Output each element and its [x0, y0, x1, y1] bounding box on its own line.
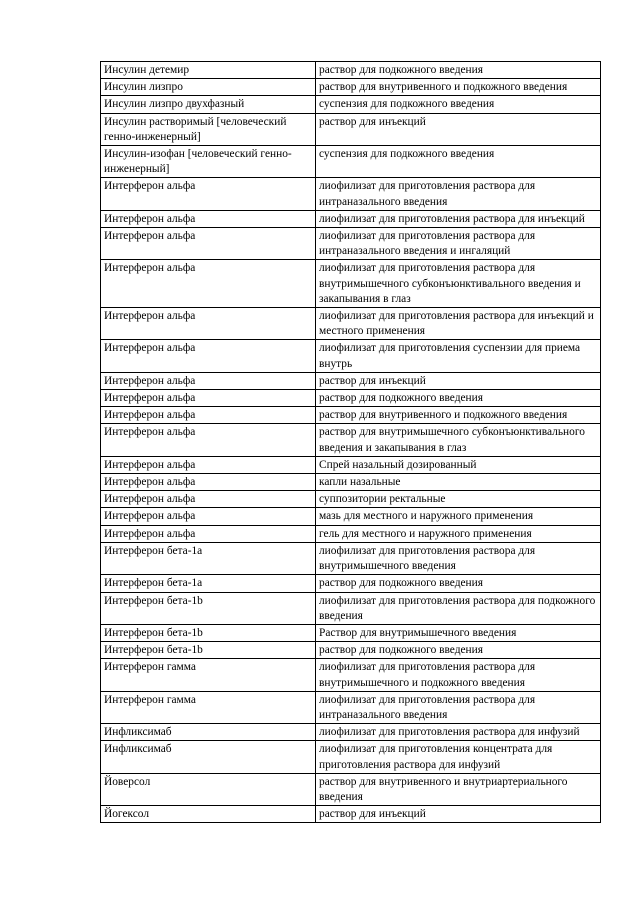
dosage-form-cell: лиофилизат для приготовления раствора для внутримышечного субконъюнктивального введения и закапывания в глаз — [316, 260, 601, 308]
table-row — [101, 474, 601, 491]
dosage-form-cell: лиофилизат для приготовления раствора для интраназального введения — [316, 178, 601, 210]
drug-name-cell: Интерферон гамма — [101, 659, 316, 691]
dosage-form-cell: раствор для подкожного введения — [316, 642, 601, 659]
dosage-form-cell: раствор для подкожного введения — [316, 575, 601, 592]
table-row — [101, 113, 601, 145]
table-row — [101, 525, 601, 542]
drug-name-cell: Инфликсимаб — [101, 741, 316, 773]
drug-name-cell: Инсулин растворимый [человеческий генно-инженерный] — [101, 113, 316, 145]
drug-name-cell: Интерферон бета-1b — [101, 642, 316, 659]
drug-name-cell: Инсулин детемир — [101, 62, 316, 79]
table-row — [101, 542, 601, 574]
dosage-form-cell: раствор для инъекций — [316, 806, 601, 823]
dosage-form-cell: лиофилизат для приготовления раствора для инфузий — [316, 724, 601, 741]
table-row — [101, 691, 601, 723]
drug-name-cell: Интерферон бета-1b — [101, 624, 316, 641]
drug-name-cell: Интерферон бета-1b — [101, 592, 316, 624]
drug-name-cell: Интерферон альфа — [101, 474, 316, 491]
dosage-form-cell: раствор для инъекций — [316, 372, 601, 389]
drug-name-cell: Интерферон гамма — [101, 691, 316, 723]
drug-name-cell: Интерферон альфа — [101, 210, 316, 227]
dosage-form-cell: раствор для внутривенного и внутриартериального введения — [316, 773, 601, 805]
table-row — [101, 372, 601, 389]
dosage-form-cell: раствор для внутримышечного субконъюнктивального введения и закапывания в глаз — [316, 424, 601, 456]
dosage-form-cell: Раствор для внутримышечного введения — [316, 624, 601, 641]
drug-name-cell: Интерферон альфа — [101, 491, 316, 508]
drug-name-cell: Интерферон альфа — [101, 340, 316, 372]
dosage-form-cell: лиофилизат для приготовления раствора для интраназального введения — [316, 691, 601, 723]
dosage-form-cell: Спрей назальный дозированный — [316, 456, 601, 473]
dosage-form-cell: суспензия для подкожного введения — [316, 146, 601, 178]
table-row — [101, 773, 601, 805]
table-row — [101, 424, 601, 456]
drug-name-cell: Йоверсол — [101, 773, 316, 805]
table-row — [101, 624, 601, 641]
dosage-form-cell: мазь для местного и наружного применения — [316, 508, 601, 525]
dosage-form-cell: капли назальные — [316, 474, 601, 491]
table-row — [101, 260, 601, 308]
table-row — [101, 407, 601, 424]
drug-name-cell: Интерферон альфа — [101, 424, 316, 456]
drug-name-cell: Интерферон альфа — [101, 228, 316, 260]
table-row — [101, 642, 601, 659]
table-row — [101, 146, 601, 178]
table-row — [101, 390, 601, 407]
table-row — [101, 308, 601, 340]
table-row — [101, 340, 601, 372]
table-body — [101, 62, 601, 823]
drug-name-cell: Инсулин лизпро двухфазный — [101, 96, 316, 113]
table-row — [101, 508, 601, 525]
table-row — [101, 575, 601, 592]
dosage-form-cell: лиофилизат для приготовления концентрата для приготовления раствора для инфузий — [316, 741, 601, 773]
dosage-form-cell: раствор для внутривенного и подкожного введения — [316, 407, 601, 424]
table-row — [101, 178, 601, 210]
dosage-form-cell: лиофилизат для приготовления раствора для внутримышечного введения — [316, 542, 601, 574]
drug-form-table — [100, 61, 601, 823]
dosage-form-cell: лиофилизат для приготовления раствора для инъекций и местного применения — [316, 308, 601, 340]
dosage-form-cell: раствор для инъекций — [316, 113, 601, 145]
drug-name-cell: Интерферон альфа — [101, 372, 316, 389]
dosage-form-cell: раствор для подкожного введения — [316, 390, 601, 407]
drug-name-cell: Инсулин лизпро — [101, 79, 316, 96]
dosage-form-cell: суспензия для подкожного введения — [316, 96, 601, 113]
table-row — [101, 62, 601, 79]
table-row — [101, 741, 601, 773]
dosage-form-cell: лиофилизат для приготовления раствора для подкожного введения — [316, 592, 601, 624]
drug-name-cell: Интерферон альфа — [101, 525, 316, 542]
drug-name-cell: Интерферон бета-1a — [101, 542, 316, 574]
drug-name-cell: Интерферон альфа — [101, 178, 316, 210]
table-row — [101, 210, 601, 227]
drug-name-cell: Инсулин-изофан [человеческий генно-инженерный] — [101, 146, 316, 178]
drug-name-cell: Интерферон альфа — [101, 407, 316, 424]
table-row — [101, 79, 601, 96]
table-row — [101, 228, 601, 260]
dosage-form-cell: лиофилизат для приготовления суспензии для приема внутрь — [316, 340, 601, 372]
dosage-form-cell: лиофилизат для приготовления раствора для инъекций — [316, 210, 601, 227]
drug-name-cell: Инфликсимаб — [101, 724, 316, 741]
table-row — [101, 592, 601, 624]
drug-name-cell: Интерферон альфа — [101, 508, 316, 525]
table-row — [101, 491, 601, 508]
table-row — [101, 456, 601, 473]
drug-name-cell: Интерферон альфа — [101, 308, 316, 340]
drug-name-cell: Интерферон альфа — [101, 456, 316, 473]
dosage-form-cell: лиофилизат для приготовления раствора для внутримышечного и подкожного введения — [316, 659, 601, 691]
table-row — [101, 659, 601, 691]
dosage-form-cell: лиофилизат для приготовления раствора для интраназального введения и ингаляций — [316, 228, 601, 260]
dosage-form-cell: гель для местного и наружного применения — [316, 525, 601, 542]
drug-name-cell: Интерферон альфа — [101, 260, 316, 308]
dosage-form-cell: раствор для подкожного введения — [316, 62, 601, 79]
table-row — [101, 724, 601, 741]
dosage-form-cell: суппозитории ректальные — [316, 491, 601, 508]
drug-name-cell: Йогексол — [101, 806, 316, 823]
drug-name-cell: Интерферон альфа — [101, 390, 316, 407]
drug-name-cell: Интерферон бета-1a — [101, 575, 316, 592]
dosage-form-cell: раствор для внутривенного и подкожного введения — [316, 79, 601, 96]
table-row — [101, 96, 601, 113]
table-row — [101, 806, 601, 823]
